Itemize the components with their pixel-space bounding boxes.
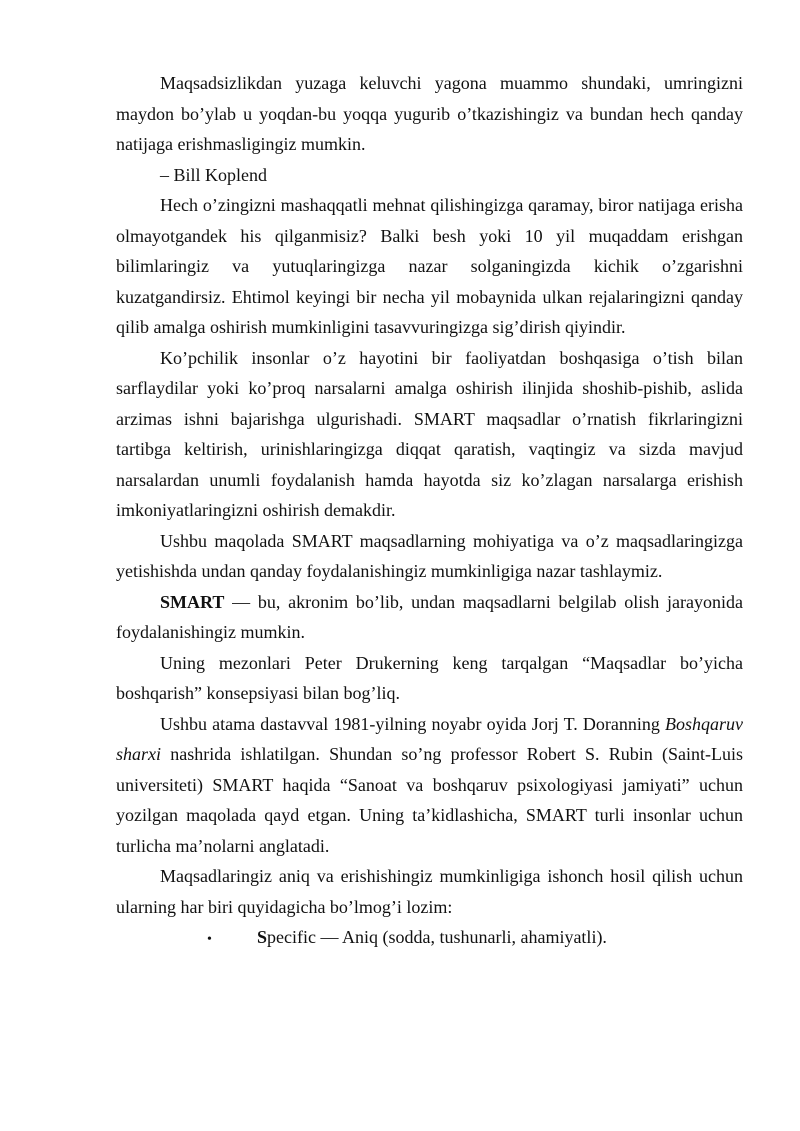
bullet-marker: • bbox=[207, 932, 212, 947]
list-item-rest: pecific — Aniq (sodda, tushunarli, ahamiyatli). bbox=[267, 927, 607, 947]
document-page bbox=[116, 68, 743, 956]
paragraph-smart-goals: Ko’pchilik insonlar o’z hayotini bir faoliyatdan boshqasiga o’tish bilan sarflaydilar yoki ko’proq narsalarni amalga oshirish ilinjida shoshib-pishib, aslida arzimas ishni bajarishga ulgurishadi. SMART maqsadlar o’rnatish fikrlaringizni tartibga keltirish, urinishlaringizga diqqat qaratish, vaqtingiz va sizda mavjud narsalardan unumli foydalanish hamda hayotda siz ko’zlagan narsalarga erishish imkoniyatlaringizni oshirish demakdir. bbox=[116, 347, 743, 520]
paragraph-criteria-intro: Maqsadlaringiz aniq va erishishingiz mumkinligiga ishonch hosil qilish uchun ularning har biri quyidagicha bo’lmog’i lozim: bbox=[116, 866, 743, 917]
paragraph-drucker: Uning mezonlari Peter Drukerning keng tarqalgan “Maqsadlar bo’yicha boshqarish” konsepsiyasi bilan bog’liq. bbox=[116, 652, 743, 703]
list-item-specific bbox=[116, 922, 743, 956]
smart-definition-text: — bu, akronim bo’lib, undan maqsadlarni belgilab olish jarayonida foydalanishingiz mumkin. bbox=[116, 591, 743, 642]
quote-author: – Bill Koplend bbox=[160, 164, 267, 185]
paragraph-quote: Maqsadsizlikdan yuzaga keluvchi yagona muammo shundaki, umringizni maydon bo’ylab u yoqdan-bu yoqqa yugurib o’tkazishingiz va bundan hech qanday natijaga erishmasligingiz mumkin. bbox=[116, 73, 743, 154]
list-item-text bbox=[257, 922, 607, 953]
paragraph-intro: Hech o’zingizni mashaqqatli mehnat qilishingizga qaramay, biror natijaga erisha olmayotgandek his qilganmisiz? Balki besh yoki 10 yil muqaddam erishgan bilimlaringiz va yutuqlaringizga nazar solganingizda kichik o’zgarishni kuzatgandirsiz. Ehtimol keyingi bir necha yil mobaynida ulkan rejalaringizni qanday qilib amalga oshirish mumkinligini tasavvuringizga sig’dirish qiyindir. bbox=[116, 195, 743, 337]
publication-title: Boshqaruv sharxi bbox=[116, 713, 743, 764]
history-text-start: Ushbu atama dastavval 1981-yilning noyabr oyida Jorj T. Doranning bbox=[160, 713, 665, 734]
paragraph-smart-definition bbox=[116, 587, 743, 648]
paragraph-article-overview: Ushbu maqolada SMART maqsadlarning mohiyatiga va o’z maqsadlaringizga yetishishda undan qanday foydalanishingiz mumkinligiga nazar tashlaymiz. bbox=[116, 530, 743, 581]
acronym-letter: S bbox=[257, 927, 268, 947]
smart-term: SMART bbox=[160, 591, 225, 612]
history-text-end: nashrida ishlatilgan. Shundan so’ng professor Robert S. Rubin (Saint-Luis universiteti) SMART haqida “Sanoat va boshqaruv psixologiyasi jamiyati” uchun yozilgan maqolada qayd etgan. Uning ta’kidlashicha, SMART turli insonlar uchun turlicha ma’nolarni anglatadi. bbox=[116, 744, 743, 856]
paragraph-history bbox=[116, 709, 743, 862]
